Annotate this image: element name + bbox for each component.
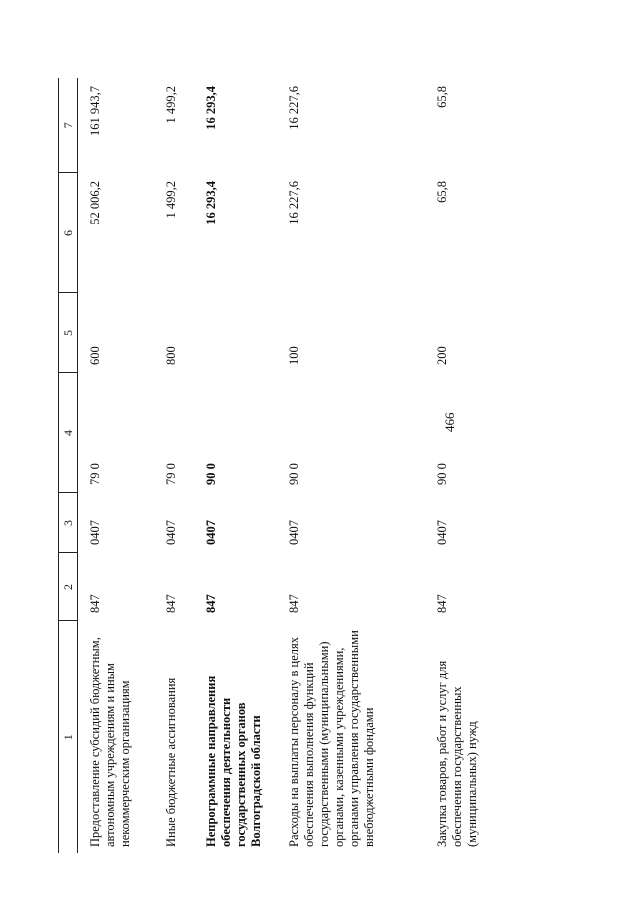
column-header-1: 1 bbox=[59, 621, 78, 853]
row-col-3: 0407 bbox=[88, 520, 102, 545]
row-col-2: 847 bbox=[435, 594, 449, 613]
column-header-3: 3 bbox=[59, 493, 78, 553]
row-col-2: 847 bbox=[164, 594, 178, 613]
page-number: 466 bbox=[442, 412, 457, 432]
row-col-4: 90 0 bbox=[204, 463, 218, 485]
row-col-5: 800 bbox=[164, 346, 178, 365]
row-col-6: 16 227,6 bbox=[287, 181, 301, 225]
row-col-7: 16 293,4 bbox=[204, 86, 218, 130]
column-header-5: 5 bbox=[59, 293, 78, 373]
row-col-7: 16 227,6 bbox=[287, 86, 301, 130]
column-header-7: 7 bbox=[59, 78, 78, 173]
row-name: Непрограммные направления обеспечения деятельности государственных органов Волгоградской области bbox=[204, 675, 263, 847]
row-col-2: 847 bbox=[204, 594, 218, 613]
row-col-3: 0407 bbox=[204, 520, 218, 545]
table-row bbox=[194, 78, 277, 853]
row-col-5: 100 bbox=[287, 346, 301, 365]
row-col-6: 52 006,2 bbox=[88, 181, 102, 225]
row-name: Предоставление субсидий бюджетным, автономным учреждениям и иным некоммерческим организациям bbox=[88, 637, 132, 847]
row-col-6: 1 499,2 bbox=[164, 181, 178, 219]
row-col-4: 90 0 bbox=[435, 463, 449, 485]
table-row bbox=[78, 78, 155, 853]
row-col-4: 90 0 bbox=[287, 463, 301, 485]
row-col-7: 1 499,2 bbox=[164, 86, 178, 124]
budget-table bbox=[58, 78, 503, 853]
row-col-2: 847 bbox=[88, 594, 102, 613]
row-name: Расходы на выплаты персоналу в целях обеспечения выполнения функций государственными (муниципальными) органами, казенными учреждениями, органами управления государственными внебюджетными фондами bbox=[287, 630, 376, 847]
row-col-6: 16 293,4 bbox=[204, 181, 218, 225]
column-header-2: 2 bbox=[59, 553, 78, 621]
row-col-4: 79 0 bbox=[88, 463, 102, 485]
row-col-3: 0407 bbox=[287, 520, 301, 545]
row-col-5: 200 bbox=[435, 346, 449, 365]
row-col-5: 600 bbox=[88, 346, 102, 365]
table-row bbox=[425, 78, 503, 853]
row-col-7: 65,8 bbox=[435, 86, 449, 108]
table-row bbox=[154, 78, 194, 853]
table-row bbox=[277, 78, 425, 853]
row-col-2: 847 bbox=[287, 594, 301, 613]
row-col-4: 79 0 bbox=[164, 463, 178, 485]
row-col-5 bbox=[194, 293, 277, 373]
header-row bbox=[59, 78, 78, 853]
column-header-4: 4 bbox=[59, 373, 78, 493]
row-col-7: 161 943,7 bbox=[88, 86, 102, 136]
row-col-6: 65,8 bbox=[435, 181, 449, 203]
column-header-6: 6 bbox=[59, 173, 78, 293]
row-name: Закупка товаров, работ и услуг для обеспечения государственных (муниципальных) нужд bbox=[435, 660, 479, 847]
row-col-3: 0407 bbox=[435, 520, 449, 545]
row-col-3: 0407 bbox=[164, 520, 178, 545]
row-name: Иные бюджетные ассигнования bbox=[164, 677, 178, 847]
